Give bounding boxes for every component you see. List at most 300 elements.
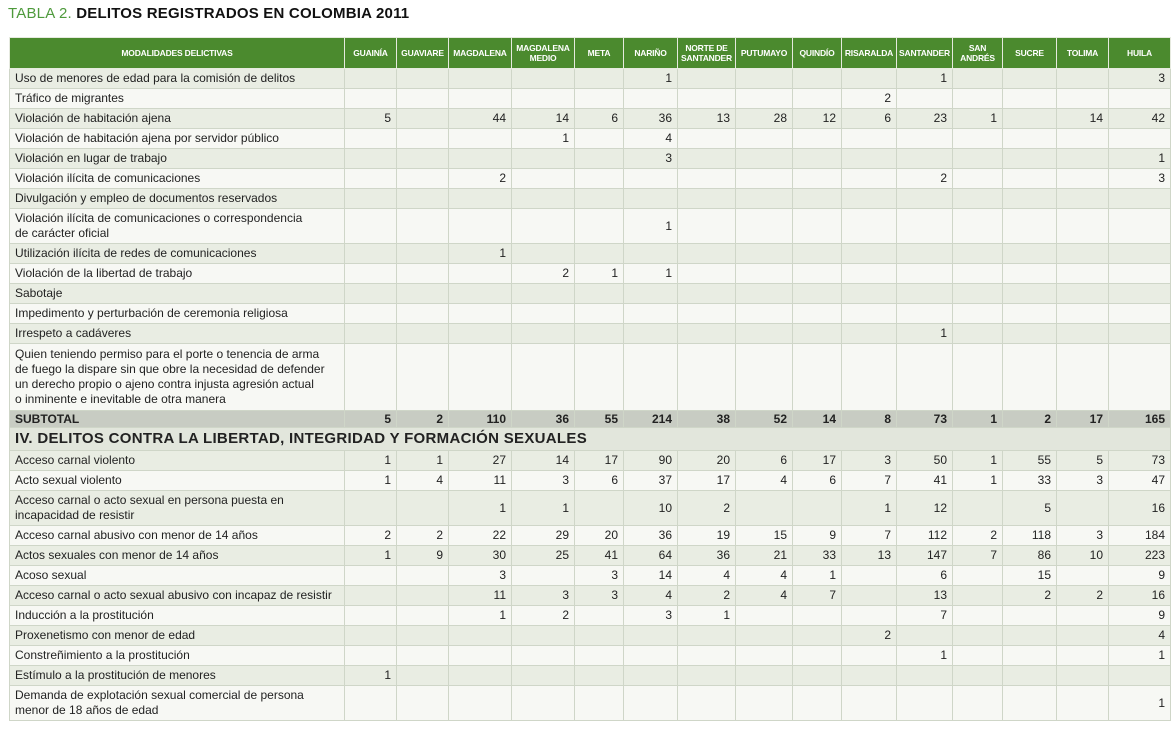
- cell-value: [512, 149, 575, 169]
- cell-value: 7: [953, 546, 1003, 566]
- cell-value: 184: [1109, 526, 1171, 546]
- cell-value: [953, 646, 1003, 666]
- column-header-modalidades: MODALIDADES DELICTIVAS: [10, 38, 345, 69]
- cell-value: [345, 69, 397, 89]
- cell-value: [793, 89, 842, 109]
- cell-value: [575, 606, 624, 626]
- cell-value: 4: [736, 586, 793, 606]
- cell-value: [575, 324, 624, 344]
- cell-value: [897, 244, 953, 264]
- table-row: [10, 209, 1171, 244]
- cell-value: 15: [736, 526, 793, 546]
- table-row: [10, 491, 1171, 526]
- cell-value: [897, 264, 953, 284]
- cell-value: 5: [1057, 451, 1109, 471]
- row-label: Acceso carnal abusivo con menor de 14 años: [10, 526, 345, 546]
- cell-value: 33: [1003, 471, 1057, 491]
- cell-value: [1109, 209, 1171, 244]
- cell-value: 9: [793, 526, 842, 546]
- row-label: Violación en lugar de trabajo: [10, 149, 345, 169]
- cell-value: [736, 284, 793, 304]
- cell-value: [842, 209, 897, 244]
- cell-value: [345, 586, 397, 606]
- cell-value: [397, 109, 449, 129]
- cell-value: [624, 344, 678, 411]
- cell-value: [345, 304, 397, 324]
- cell-value: [1003, 89, 1057, 109]
- cell-value: [512, 686, 575, 721]
- cell-value: 7: [842, 471, 897, 491]
- cell-value: [1003, 129, 1057, 149]
- crimes-table: [9, 37, 1171, 721]
- cell-value: [449, 686, 512, 721]
- column-header: MAGDALENA: [449, 38, 512, 69]
- row-label: Impedimento y perturbación de ceremonia religiosa: [10, 304, 345, 324]
- cell-value: 1: [953, 411, 1003, 428]
- cell-value: 2: [897, 169, 953, 189]
- cell-value: [449, 626, 512, 646]
- cell-value: 1: [449, 491, 512, 526]
- cell-value: [897, 666, 953, 686]
- column-header: META: [575, 38, 624, 69]
- cell-value: [575, 344, 624, 411]
- row-label: Actos sexuales con menor de 14 años: [10, 546, 345, 566]
- cell-value: 41: [575, 546, 624, 566]
- row-label: Estímulo a la prostitución de menores: [10, 666, 345, 686]
- cell-value: [842, 129, 897, 149]
- cell-value: [575, 666, 624, 686]
- cell-value: [512, 344, 575, 411]
- cell-value: [842, 169, 897, 189]
- cell-value: 38: [678, 411, 736, 428]
- cell-value: [345, 264, 397, 284]
- cell-value: [575, 491, 624, 526]
- cell-value: [953, 586, 1003, 606]
- cell-value: [736, 686, 793, 721]
- cell-value: [512, 244, 575, 264]
- cell-value: 4: [624, 586, 678, 606]
- cell-value: 14: [1057, 109, 1109, 129]
- cell-value: 2: [397, 526, 449, 546]
- row-label: Acoso sexual: [10, 566, 345, 586]
- cell-value: 3: [575, 586, 624, 606]
- cell-value: 20: [678, 451, 736, 471]
- cell-value: 2: [1003, 411, 1057, 428]
- table-row: [10, 169, 1171, 189]
- cell-value: [678, 626, 736, 646]
- section-heading-row: [10, 428, 1171, 451]
- cell-value: 1: [575, 264, 624, 284]
- cell-value: 1: [345, 471, 397, 491]
- cell-value: [953, 169, 1003, 189]
- cell-value: [678, 666, 736, 686]
- cell-value: 27: [449, 451, 512, 471]
- cell-value: 12: [793, 109, 842, 129]
- cell-value: 2: [1057, 586, 1109, 606]
- cell-value: [1003, 109, 1057, 129]
- cell-value: 3: [1057, 471, 1109, 491]
- cell-value: [575, 646, 624, 666]
- cell-value: 1: [897, 646, 953, 666]
- cell-value: [397, 324, 449, 344]
- cell-value: [575, 626, 624, 646]
- table-row: [10, 109, 1171, 129]
- cell-value: [512, 626, 575, 646]
- cell-value: 14: [512, 451, 575, 471]
- cell-value: 9: [1109, 606, 1171, 626]
- cell-value: [1057, 606, 1109, 626]
- cell-value: [449, 304, 512, 324]
- cell-value: [793, 646, 842, 666]
- cell-value: [449, 646, 512, 666]
- cell-value: 214: [624, 411, 678, 428]
- table-row: [10, 69, 1171, 89]
- cell-value: [953, 491, 1003, 526]
- cell-value: 4: [397, 471, 449, 491]
- row-label: Acceso carnal o acto sexual en persona puesta en incapacidad de resistir: [10, 491, 345, 526]
- column-header: NARIÑO: [624, 38, 678, 69]
- cell-value: [397, 491, 449, 526]
- cell-value: 5: [345, 109, 397, 129]
- cell-value: 3: [1109, 169, 1171, 189]
- cell-value: [953, 129, 1003, 149]
- cell-value: [1109, 304, 1171, 324]
- cell-value: [397, 264, 449, 284]
- cell-value: [953, 304, 1003, 324]
- cell-value: 29: [512, 526, 575, 546]
- cell-value: [1003, 686, 1057, 721]
- cell-value: 112: [897, 526, 953, 546]
- cell-value: [512, 209, 575, 244]
- cell-value: 1: [678, 606, 736, 626]
- cell-value: [449, 129, 512, 149]
- cell-value: 16: [1109, 491, 1171, 526]
- cell-value: 3: [842, 451, 897, 471]
- cell-value: [842, 666, 897, 686]
- cell-value: 64: [624, 546, 678, 566]
- cell-value: 28: [736, 109, 793, 129]
- cell-value: 36: [512, 411, 575, 428]
- cell-value: [897, 626, 953, 646]
- cell-value: [793, 169, 842, 189]
- cell-value: [512, 304, 575, 324]
- cell-value: [1057, 344, 1109, 411]
- cell-value: [953, 666, 1003, 686]
- cell-value: [1057, 666, 1109, 686]
- cell-value: [678, 344, 736, 411]
- table-row: [10, 471, 1171, 491]
- cell-value: 6: [793, 471, 842, 491]
- cell-value: [345, 244, 397, 264]
- cell-value: 2: [678, 491, 736, 526]
- cell-value: [1109, 324, 1171, 344]
- cell-value: [736, 264, 793, 284]
- cell-value: [842, 189, 897, 209]
- cell-value: [736, 69, 793, 89]
- column-header: SUCRE: [1003, 38, 1057, 69]
- cell-value: [1057, 324, 1109, 344]
- row-label: Acceso carnal violento: [10, 451, 345, 471]
- cell-value: [953, 89, 1003, 109]
- cell-value: [793, 344, 842, 411]
- cell-value: [678, 646, 736, 666]
- cell-value: [1057, 491, 1109, 526]
- cell-value: 1: [953, 471, 1003, 491]
- cell-value: 73: [1109, 451, 1171, 471]
- cell-value: [512, 89, 575, 109]
- cell-value: [575, 189, 624, 209]
- cell-value: [397, 686, 449, 721]
- cell-value: [736, 324, 793, 344]
- cell-value: [736, 149, 793, 169]
- cell-value: 17: [1057, 411, 1109, 428]
- cell-value: [1057, 686, 1109, 721]
- cell-value: [897, 304, 953, 324]
- cell-value: 1: [449, 244, 512, 264]
- cell-value: 2: [512, 606, 575, 626]
- row-label: Proxenetismo con menor de edad: [10, 626, 345, 646]
- cell-value: 13: [842, 546, 897, 566]
- cell-value: [897, 129, 953, 149]
- cell-value: 2: [842, 626, 897, 646]
- cell-value: 55: [575, 411, 624, 428]
- cell-value: [512, 324, 575, 344]
- cell-value: [1057, 89, 1109, 109]
- cell-value: 37: [624, 471, 678, 491]
- cell-value: 6: [736, 451, 793, 471]
- section-heading: IV. DELITOS CONTRA LA LIBERTAD, INTEGRIDAD Y FORMACIÓN SEXUALES: [10, 428, 1171, 451]
- row-label: Violación ilícita de comunicaciones o correspondencia de carácter oficial: [10, 209, 345, 244]
- cell-value: [897, 209, 953, 244]
- cell-value: [842, 284, 897, 304]
- cell-value: 36: [624, 109, 678, 129]
- cell-value: [1003, 189, 1057, 209]
- cell-value: [624, 169, 678, 189]
- cell-value: [1057, 149, 1109, 169]
- cell-value: 2: [842, 89, 897, 109]
- cell-value: [953, 264, 1003, 284]
- cell-value: [575, 69, 624, 89]
- cell-value: 165: [1109, 411, 1171, 428]
- cell-value: 1: [624, 69, 678, 89]
- table-row: [10, 606, 1171, 626]
- cell-value: [397, 89, 449, 109]
- column-header: HUILA: [1109, 38, 1171, 69]
- cell-value: [449, 284, 512, 304]
- cell-value: [678, 89, 736, 109]
- cell-value: 3: [1109, 69, 1171, 89]
- cell-value: [1109, 284, 1171, 304]
- cell-value: [897, 686, 953, 721]
- cell-value: [897, 344, 953, 411]
- table-row: [10, 264, 1171, 284]
- cell-value: [953, 626, 1003, 646]
- cell-value: [345, 284, 397, 304]
- cell-value: [345, 344, 397, 411]
- cell-value: [575, 284, 624, 304]
- cell-value: [512, 284, 575, 304]
- cell-value: 4: [624, 129, 678, 149]
- table-row: [10, 626, 1171, 646]
- cell-value: [575, 244, 624, 264]
- cell-value: [678, 129, 736, 149]
- cell-value: 25: [512, 546, 575, 566]
- cell-value: [793, 264, 842, 284]
- column-header: SAN ANDRÉS: [953, 38, 1003, 69]
- cell-value: 1: [345, 451, 397, 471]
- cell-value: [678, 324, 736, 344]
- cell-value: [449, 149, 512, 169]
- cell-value: [953, 69, 1003, 89]
- table-row: [10, 451, 1171, 471]
- cell-value: [397, 566, 449, 586]
- cell-value: [1003, 606, 1057, 626]
- cell-value: [736, 344, 793, 411]
- subtotal-row: [10, 411, 1171, 428]
- cell-value: 1: [897, 69, 953, 89]
- cell-value: 1: [953, 451, 1003, 471]
- cell-value: [842, 324, 897, 344]
- column-header: MAGDALENA MEDIO: [512, 38, 575, 69]
- row-label: Demanda de explotación sexual comercial de persona menor de 18 años de edad: [10, 686, 345, 721]
- cell-value: [397, 169, 449, 189]
- cell-value: [624, 189, 678, 209]
- cell-value: 14: [793, 411, 842, 428]
- cell-value: [449, 209, 512, 244]
- cell-value: 1: [842, 491, 897, 526]
- cell-value: [345, 626, 397, 646]
- row-label: Violación de la libertad de trabajo: [10, 264, 345, 284]
- column-header: RISARALDA: [842, 38, 897, 69]
- cell-value: 2: [449, 169, 512, 189]
- cell-value: [953, 566, 1003, 586]
- cell-value: 47: [1109, 471, 1171, 491]
- cell-value: [1057, 304, 1109, 324]
- cell-value: [678, 284, 736, 304]
- cell-value: [575, 686, 624, 721]
- cell-value: [397, 149, 449, 169]
- cell-value: 1: [345, 546, 397, 566]
- cell-value: 11: [449, 586, 512, 606]
- cell-value: 118: [1003, 526, 1057, 546]
- cell-value: [624, 304, 678, 324]
- cell-value: [575, 209, 624, 244]
- cell-value: [345, 686, 397, 721]
- cell-value: [736, 646, 793, 666]
- cell-value: [1109, 264, 1171, 284]
- cell-value: [793, 666, 842, 686]
- table-row: [10, 284, 1171, 304]
- cell-value: [793, 606, 842, 626]
- cell-value: 2: [1003, 586, 1057, 606]
- cell-value: [678, 686, 736, 721]
- cell-value: [842, 606, 897, 626]
- table-title: [8, 3, 409, 25]
- cell-value: [397, 284, 449, 304]
- cell-value: 2: [345, 526, 397, 546]
- table-row: [10, 149, 1171, 169]
- cell-value: [449, 264, 512, 284]
- table-row: [10, 666, 1171, 686]
- cell-value: [736, 169, 793, 189]
- cell-value: [575, 149, 624, 169]
- cell-value: [1109, 129, 1171, 149]
- cell-value: 36: [678, 546, 736, 566]
- table-row: [10, 304, 1171, 324]
- column-header: GUAINÍA: [345, 38, 397, 69]
- cell-value: 2: [397, 411, 449, 428]
- cell-value: 7: [842, 526, 897, 546]
- row-label: Constreñimiento a la prostitución: [10, 646, 345, 666]
- row-label: Violación de habitación ajena: [10, 109, 345, 129]
- table-row: [10, 89, 1171, 109]
- cell-value: [449, 189, 512, 209]
- table-body: [10, 69, 1171, 721]
- cell-value: [449, 666, 512, 686]
- cell-value: [397, 586, 449, 606]
- cell-value: [397, 244, 449, 264]
- cell-value: [953, 209, 1003, 244]
- row-label: Acceso carnal o acto sexual abusivo con incapaz de resistir: [10, 586, 345, 606]
- cell-value: [1057, 169, 1109, 189]
- cell-value: [345, 491, 397, 526]
- cell-value: 17: [678, 471, 736, 491]
- cell-value: [953, 149, 1003, 169]
- row-label: Violación ilícita de comunicaciones: [10, 169, 345, 189]
- cell-value: [1003, 344, 1057, 411]
- row-label: Irrespeto a cadáveres: [10, 324, 345, 344]
- table-number: TABLA 2.: [8, 5, 72, 22]
- cell-value: [345, 566, 397, 586]
- cell-value: [397, 209, 449, 244]
- cell-value: [897, 189, 953, 209]
- cell-value: 11: [449, 471, 512, 491]
- cell-value: 147: [897, 546, 953, 566]
- table-row: [10, 566, 1171, 586]
- cell-value: [1109, 666, 1171, 686]
- cell-value: [736, 129, 793, 149]
- cell-value: 2: [678, 586, 736, 606]
- cell-value: 20: [575, 526, 624, 546]
- cell-value: [345, 149, 397, 169]
- cell-value: [953, 686, 1003, 721]
- cell-value: 3: [512, 471, 575, 491]
- cell-value: [397, 189, 449, 209]
- table-header: [10, 38, 1171, 69]
- cell-value: [512, 566, 575, 586]
- cell-value: 110: [449, 411, 512, 428]
- cell-value: 1: [397, 451, 449, 471]
- cell-value: 86: [1003, 546, 1057, 566]
- cell-value: 1: [1109, 686, 1171, 721]
- cell-value: 1: [953, 109, 1003, 129]
- cell-value: 3: [575, 566, 624, 586]
- cell-value: 3: [1057, 526, 1109, 546]
- cell-value: 33: [793, 546, 842, 566]
- cell-value: [1057, 209, 1109, 244]
- cell-value: [397, 69, 449, 89]
- cell-value: 5: [1003, 491, 1057, 526]
- cell-value: [397, 344, 449, 411]
- row-label: Utilización ilícita de redes de comunicaciones: [10, 244, 345, 264]
- cell-value: 6: [842, 109, 897, 129]
- cell-value: [736, 666, 793, 686]
- cell-value: [345, 606, 397, 626]
- cell-value: [1057, 264, 1109, 284]
- cell-value: [842, 244, 897, 264]
- table-row: [10, 546, 1171, 566]
- cell-value: [1057, 626, 1109, 646]
